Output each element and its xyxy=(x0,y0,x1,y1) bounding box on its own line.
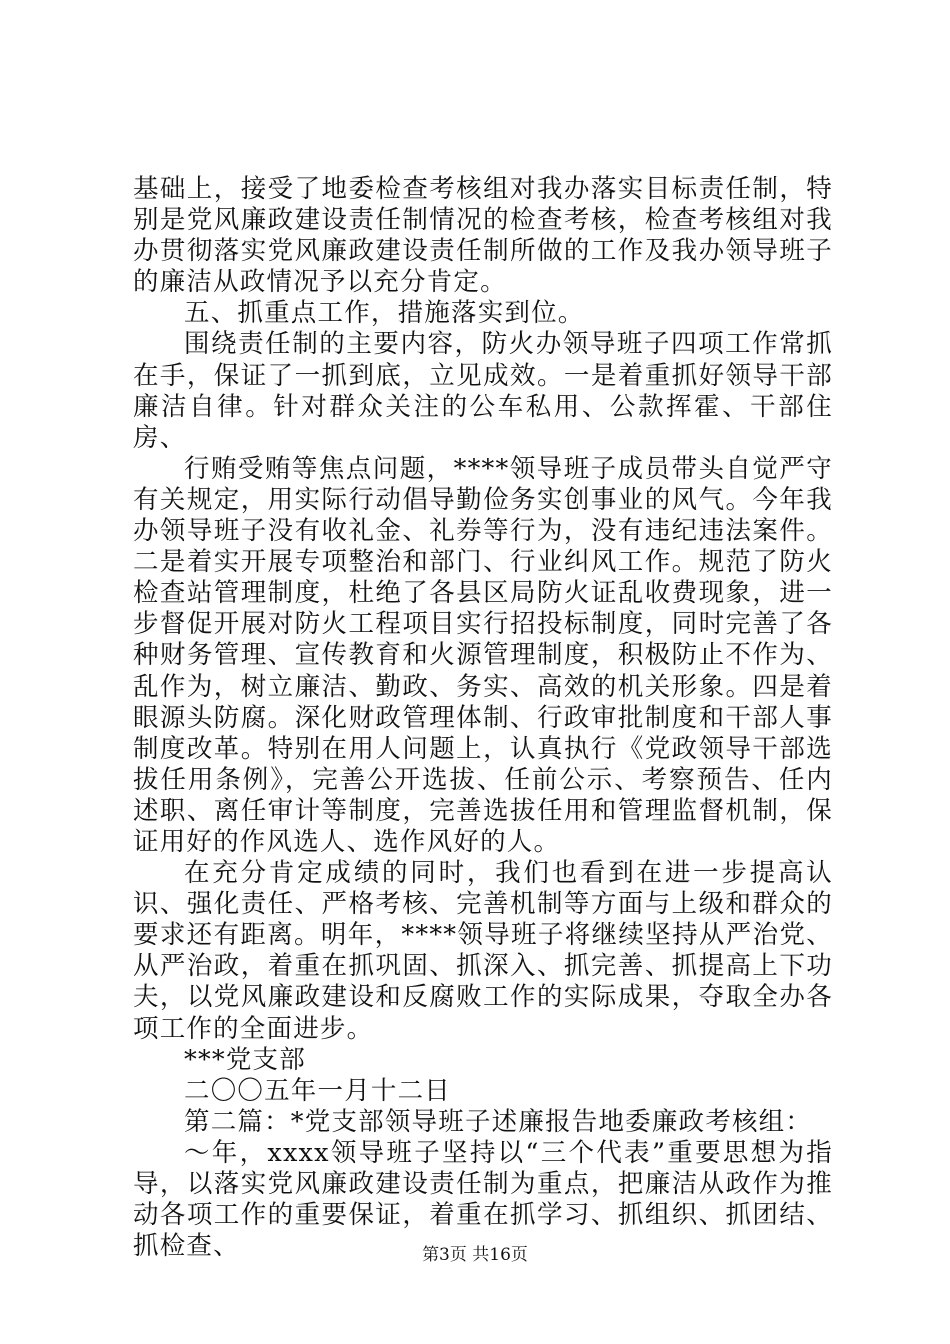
paragraph-1: 基础上，接受了地委检查考核组对我办落实目标责任制，特别是党风廉政建设责任制情况的检查考核，检查考核组对我办贯彻落实党风廉政建设责任制所做的工作及我办领导班子的廉洁从政情况予以充分肯定。 xyxy=(133,174,833,298)
paragraph-5: 在充分肯定成绩的同时，我们也看到在进一步提高认识、强化责任、严格考核、完善机制等方面与上级和群众的要求还有距离。明年，****领导班子将继续坚持从严治党、从严治政，着重在抓巩固、抓深入、抓完善、抓提高上下功夫，以党风廉政建设和反腐败工作的实际成果，夺取全办各项工作的全面进步。 xyxy=(133,858,833,1044)
section-heading: 第二篇：*党支部领导班子述廉报告地委廉政考核组： xyxy=(184,1106,813,1137)
paragraph-2: 五、抓重点工作，措施落实到位。 xyxy=(184,298,585,329)
page-number-footer: 第3页 共16页 xyxy=(422,1245,528,1265)
signature-date: 二〇〇五年一月十二日 xyxy=(184,1075,452,1106)
paragraph-4: 行贿受贿等焦点问题，****领导班子成员带头自觉严守有关规定，用实际行动倡导勤俭务实创事业的风气。今年我办领导班子没有收礼金、礼券等行为，没有违纪违法案件。二是着实开展专项整治和部门、行业纠风工作。规范了防火检查站管理制度，杜绝了各县区局防火证乱收费现象，进一步督促开展对防火工程项目实行招投标制度，同时完善了各种财务管理、宣传教育和火源管理制度，积极防止不作为、乱作为，树立廉洁、勤政、务实、高效的机关形象。四是着眼源头防腐。深化财政管理体制、行政审批制度和干部人事制度改革。特别在用人问题上，认真执行《党政领导干部选拔任用条例》，完善公开选拔、任前公示、考察预告、任内述职、离任审计等制度，完善选拔任用和管理监督机制，保证用好的作风选人、选作风好的人。 xyxy=(133,453,833,857)
document-body xyxy=(133,174,833,1262)
paragraph-9: ～年，xxxx领导班子坚持以“三个代表”重要思想为指导，以落实党风廉政建设责任制为重点，把廉洁从政作为推动各项工作的重要保证，着重在抓学习、抓组织、抓团结、抓检查、 xyxy=(133,1137,833,1262)
paragraph-3: 围绕责任制的主要内容，防火办领导班子四项工作常抓在手，保证了一抓到底，立见成效。一是着重抓好领导干部廉洁自律。针对群众关注的公车私用、公款挥霍、干部住房、 xyxy=(133,329,833,453)
signature-party-branch: ***党支部 xyxy=(184,1044,306,1075)
